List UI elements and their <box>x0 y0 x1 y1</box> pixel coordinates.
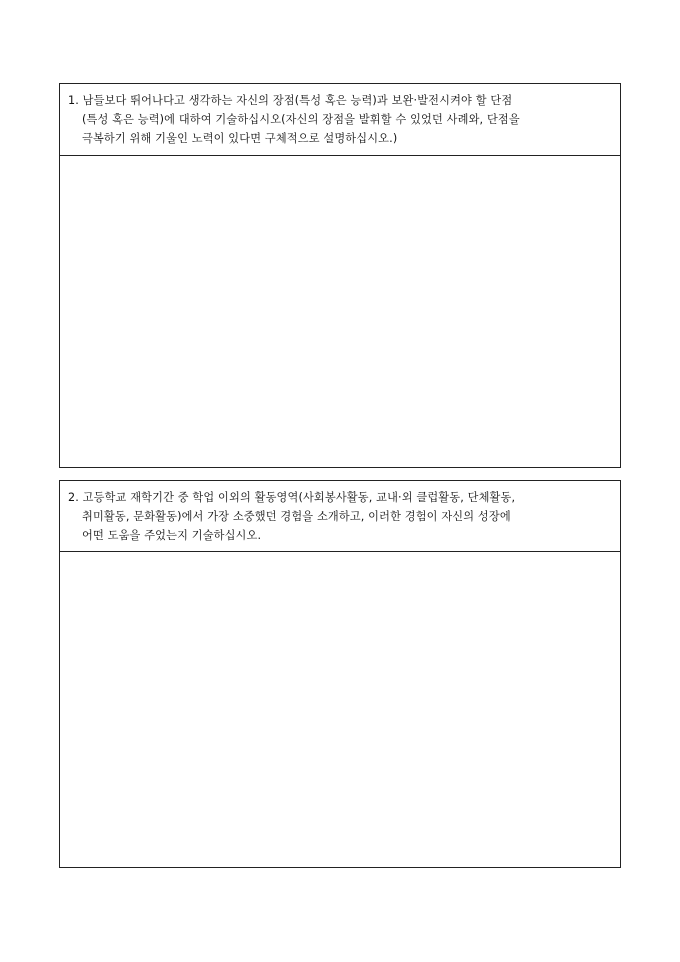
question-2-answer-field[interactable] <box>60 552 620 867</box>
question-2-line-1: 2. 고등학교 재학기간 중 학업 이외의 활동영역(사회봉사활동, 교내·외 클럽활동, 단체활동, <box>68 491 516 504</box>
question-1-line-1: 1. 남들보다 뛰어나다고 생각하는 자신의 장점(특성 혹은 능력)과 보완·발전시켜야 할 단점 <box>68 94 513 107</box>
question-1-line-3: 극복하기 위해 기울인 노력이 있다면 구체적으로 설명하십시오.) <box>82 132 398 145</box>
question-2-box <box>59 480 621 868</box>
question-1-prompt <box>60 84 620 156</box>
question-2-prompt <box>60 481 620 552</box>
question-1-box <box>59 83 621 468</box>
question-2-line-3: 어떤 도움을 주었는지 기술하십시오. <box>82 529 262 542</box>
question-2-line-2: 취미활동, 문화활동)에서 가장 소중했던 경험을 소개하고, 이러한 경험이 자신의 성장에 <box>82 510 511 523</box>
question-1-line-2: (특성 혹은 능력)에 대하여 기술하십시오(자신의 장점을 발휘할 수 있었던 사례와, 단점을 <box>82 113 520 126</box>
question-1-answer-field[interactable] <box>60 156 620 467</box>
